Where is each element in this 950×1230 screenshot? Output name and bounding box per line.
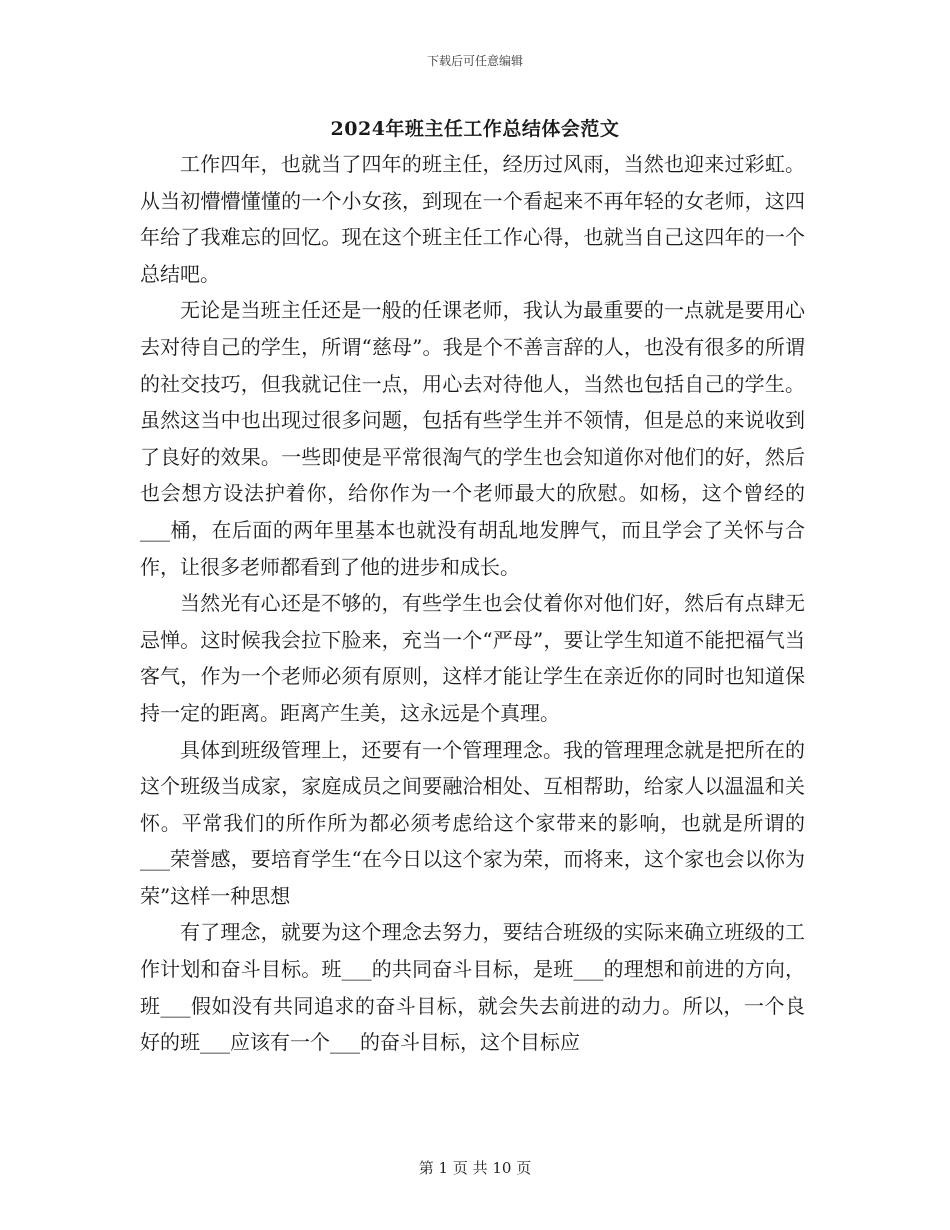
paragraph-2: 无论是当班主任还是一般的任课老师，我认为最重要的一点就是要用心去对待自己的学生，所谓“慈母”。我是个不善言辞的人，也没有很多的所谓的社交技巧，但我就记住一点，用心去对待他人，当然也包括自己的学生。虽然这当中也出现过很多问题，包括有些学生并不领情，但是总的来说收到了良好的效果。一些即使是平常很淘气的学生也会知道你对他们的好，然后也会想方设法护着你，给你作为一个老师最大的欣慰。如杨，这个曾经的___桶，在后面的两年里基本也就没有胡乱地发脾气，而且学会了关怀与合作，让很多老师都看到了他的进步和成长。 [140,298,805,579]
paragraph-4: 具体到班级管理上，还要有一个管理理念。我的管理理念就是把所在的这个班级当成家，家庭成员之间要融洽相处、互相帮助，给家人以温温和关怀。平常我们的所作所为都必须考虑给这个家带来的影响，也就是所谓的___荣誉感，要培育学生“在今日以这个家为荣，而将来，这个家也会以你为荣”这样一种思想 [140,737,805,908]
paragraph-5: 有了理念，就要为这个理念去努力，要结合班级的实际来确立班级的工作计划和奋斗目标。班___的共同奋斗目标，是班___的理想和前进的方向，班___假如没有共同追求的奋斗目标，就会失去前进的动力。所以，一个良好的班___应该有一个___的奋斗目标，这个目标应 [140,920,805,1055]
paragraph-3: 当然光有心还是不够的，有些学生也会仗着你对他们好，然后有点肆无忌惮。这时候我会拉下脸来，充当一个“严母”，要让学生知道不能把福气当客气，作为一个老师必须有原则，这样才能让学生在亲近你的同时也知道保持一定的距离。距离产生美，这永远是个真理。 [140,591,805,725]
paragraph-1: 工作四年，也就当了四年的班主任，经历过风雨，当然也迎来过彩虹。从当初懵懵懂懂的一个小女孩，到现在一个看起来不再年轻的女老师，这四年给了我难忘的回忆。现在这个班主任工作心得，也就当自己这四年的一个总结吧。 [140,152,805,286]
page-footer: 第 1 页 共 10 页 [418,1159,532,1177]
header-note: 下载后可任意编辑 [426,54,523,68]
document-body [140,146,805,1061]
document-title: 2024年班主任工作总结体会范文 [330,118,620,140]
